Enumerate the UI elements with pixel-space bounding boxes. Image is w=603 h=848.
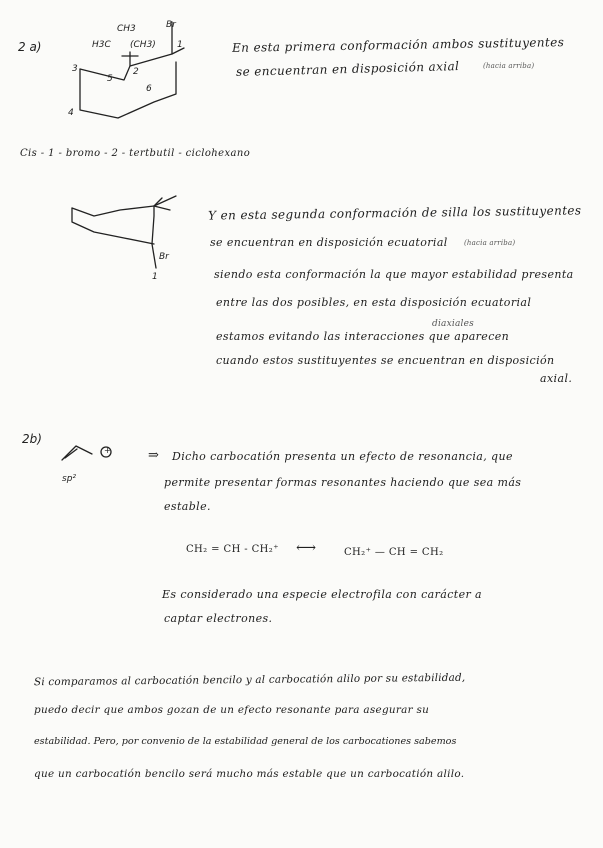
carbon-4-number: 4 bbox=[68, 108, 74, 118]
carbocation-plus-sign: + bbox=[104, 446, 111, 455]
resonance-text-line-1: Dicho carbocatión presenta un efecto de resonancia, que bbox=[172, 450, 513, 463]
carbon-5-number: 5 bbox=[107, 74, 113, 84]
implies-arrow: ⇒ bbox=[148, 448, 160, 463]
resonance-equation-left: CH₂ = CH - CH₂⁺ bbox=[186, 544, 279, 555]
question-number-2b: 2b) bbox=[22, 432, 42, 446]
conformation-1-text-line-1: En esta primera conformación ambos sustituyentes bbox=[231, 35, 565, 55]
chair-conformation-equatorial-drawing bbox=[64, 188, 184, 288]
stability-text-line-4: cuando estos sustituyentes se encuentran en disposición bbox=[216, 354, 555, 367]
bromine-label-1: Br bbox=[166, 20, 176, 30]
conclusion-line-3: estabilidad. Pero, por convenio de la estabilidad general de los carbocationes sabemos bbox=[34, 736, 457, 747]
stability-text-line-1: siendo esta conformación la que mayor estabilidad presenta bbox=[214, 268, 574, 281]
carbon-1-number: 1 bbox=[177, 40, 183, 50]
carbon-1-number-2: 1 bbox=[152, 272, 158, 282]
conformation-2-text-line-1: Y en esta segunda conformación de silla los sustituyentes bbox=[207, 203, 582, 223]
conformation-1-text-line-2: se encuentran en disposición axial bbox=[235, 59, 460, 79]
stability-text-line-3: estamos evitando las interacciones que aparecen bbox=[216, 330, 510, 343]
sp2-hybridization-label: sp² bbox=[62, 474, 77, 484]
question-number-2a: 2 a) bbox=[18, 40, 42, 54]
electrophile-text-line-2: captar electrones. bbox=[164, 612, 273, 625]
carbon-2-number: 2 bbox=[133, 67, 139, 77]
methyl-top-label: CH3 bbox=[117, 24, 136, 34]
conclusion-line-4: que un carbocatión bencilo será mucho más estable que un carbocatión alilo. bbox=[34, 768, 465, 780]
stability-text-line-5: axial. bbox=[540, 372, 573, 385]
electrophile-text-line-1: Es considerado una especie electrofila con carácter a bbox=[162, 588, 483, 601]
carbon-6-number: 6 bbox=[146, 84, 152, 94]
ch3-inner-label: (CH3) bbox=[130, 40, 156, 50]
allyl-carbocation-drawing bbox=[60, 440, 120, 470]
h3c-label: H3C bbox=[92, 40, 111, 50]
conformation-2-note: (hacia arriba) bbox=[464, 239, 516, 247]
stability-insert-diaxiales: diaxiales bbox=[432, 319, 474, 329]
stability-text-line-2: entre las dos posibles, en esta disposición ecuatorial bbox=[216, 296, 532, 309]
resonance-equation-right: CH₂⁺ — CH = CH₂ bbox=[344, 547, 444, 558]
resonance-text-line-2: permite presentar formas resonantes haciendo que sea más bbox=[164, 476, 522, 489]
resonance-double-arrow: ⟷ bbox=[296, 540, 317, 556]
conclusion-line-2: puedo decir que ambos gozan de un efecto resonante para asegurar su bbox=[34, 704, 430, 716]
compound-name: Cis - 1 - bromo - 2 - tertbutil - ciclohexano bbox=[20, 148, 251, 159]
conformation-2-text-line-2: se encuentran en disposición ecuatorial bbox=[210, 236, 448, 249]
conclusion-line-1: Si comparamos al carbocatión bencilo y al carbocatión alilo por su estabilidad, bbox=[33, 671, 466, 689]
conformation-1-note: (hacia arriba) bbox=[483, 62, 535, 70]
bromine-label-2: Br bbox=[159, 252, 169, 262]
carbon-3-number: 3 bbox=[72, 64, 78, 74]
resonance-text-line-3: estable. bbox=[164, 500, 211, 513]
